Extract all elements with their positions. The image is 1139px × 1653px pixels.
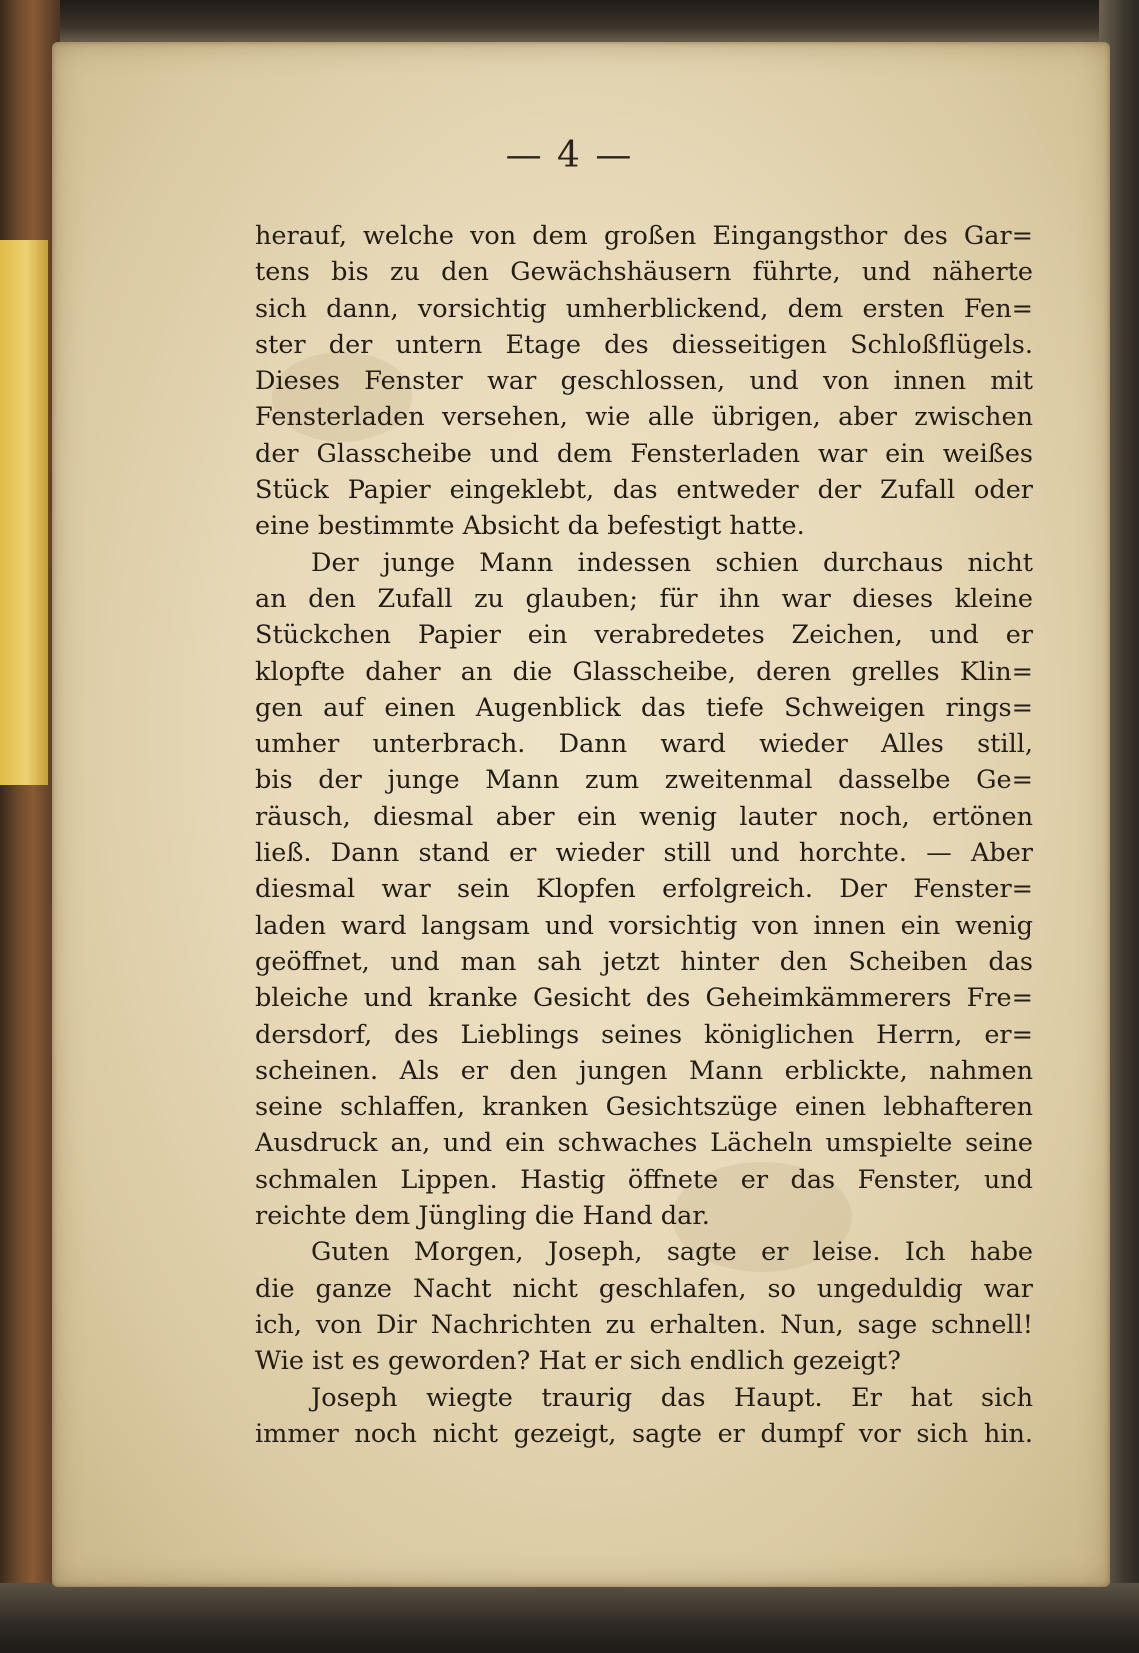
text-line: klopfte daher an die Glasscheibe, deren grelles Klin= [255, 656, 1033, 687]
text-line: Stückchen Papier ein verabredetes Zeichen, und er [255, 620, 1033, 651]
text-line: Joseph wiegte traurig das Haupt. Er hat sich [311, 1382, 1033, 1413]
text-line: ich, von Dir Nachrichten zu erhalten. Nun, sage schnell! [255, 1309, 1033, 1340]
text-line: die ganze Nacht nicht geschlafen, so ungeduldig war [255, 1273, 1033, 1304]
text-line: immer noch nicht gezeigt, sagte er dumpf vor sich hin. [255, 1418, 1033, 1449]
text-line: Der junge Mann indessen schien durchaus nicht [311, 547, 1033, 578]
text-line: tens bis zu den Gewächshäusern führte, und näherte [255, 257, 1033, 288]
text-line: reichte dem Jüngling die Hand dar. [255, 1201, 710, 1232]
text-line: eine bestimmte Absicht da befestigt hatte. [255, 511, 805, 542]
text-line: ließ. Dann stand er wieder still und horchte. — Aber [255, 838, 1033, 869]
text-line: an den Zufall zu glauben; für ihn war dieses kleine [255, 583, 1033, 614]
text-line: Guten Morgen, Joseph, sagte er leise. Ich habe [311, 1237, 1033, 1268]
text-line: bis der junge Mann zum zweitenmal dasselbe Ge= [255, 765, 1033, 796]
text-line: Ausdruck an, und ein schwaches Lächeln umspielte seine [255, 1128, 1033, 1159]
text-line: schmalen Lippen. Hastig öffnete er das Fenster, und [255, 1164, 1033, 1195]
book-bottom-edge [0, 1583, 1139, 1653]
page-number: — 4 — [505, 135, 634, 176]
text-line: Dieses Fenster war geschlossen, und von innen mit [255, 366, 1033, 397]
text-line: Stück Papier eingeklebt, das entweder der Zufall oder [255, 475, 1033, 506]
text-line: Fensterladen versehen, wie alle übrigen, aber zwischen [255, 402, 1033, 433]
text-line: seine schlaffen, kranken Gesichtszüge einen lebhafteren [255, 1092, 1033, 1123]
text-line: herauf, welche von dem großen Eingangsthor des Gar= [255, 221, 1033, 251]
text-line: laden ward langsam und vorsichtig von innen ein wenig [255, 910, 1033, 941]
text-line: gen auf einen Augenblick das tiefe Schweigen rings= [255, 692, 1033, 723]
bookmark-tab [0, 240, 48, 785]
text-line: dersdorf, des Lieblings seines königlichen Herrn, er= [255, 1019, 1033, 1050]
body-text [255, 218, 1033, 1452]
text-line: ster der untern Etage des diesseitigen Schloßflügels. [255, 329, 1033, 360]
text-line: der Glasscheibe und dem Fensterladen war ein weißes [255, 438, 1033, 469]
text-line: Wie ist es geworden? Hat er sich endlich gezeigt? [255, 1346, 901, 1377]
text-line: bleiche und kranke Gesicht des Geheimkämmerers Fre= [255, 983, 1033, 1014]
text-line: diesmal war sein Klopfen erfolgreich. Der Fenster= [255, 874, 1033, 905]
text-line: räusch, diesmal aber ein wenig lauter noch, ertönen [255, 801, 1033, 832]
text-line: scheinen. Als er den jungen Mann erblickte, nahmen [255, 1055, 1033, 1086]
text-line: umher unterbrach. Dann ward wieder Alles still, [255, 729, 1033, 760]
text-line: sich dann, vorsichtig umherblickend, dem ersten Fen= [255, 293, 1033, 324]
book-top-edge [0, 0, 1139, 45]
text-line: geöffnet, und man sah jetzt hinter den Scheiben das [255, 946, 1033, 977]
